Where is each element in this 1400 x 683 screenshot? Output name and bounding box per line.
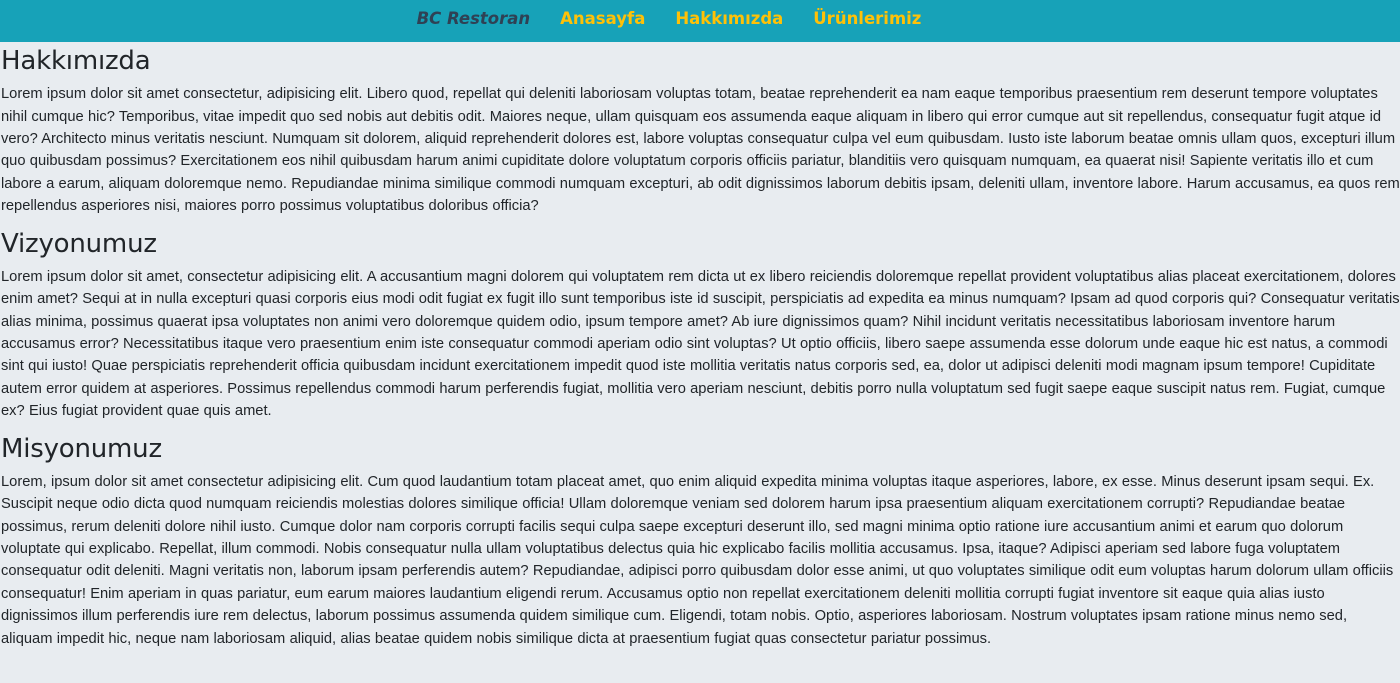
mission-section [1, 434, 1400, 650]
mission-text: Lorem, ipsum dolor sit amet consectetur adipisicing elit. Cum quod laudantium totam placeat amet, quo enim aliquid expedita minima voluptas itaque asperiores, labore, ex esse. Minus deserunt ipsam sequi. Ex. Suscipit neque odio dicta quod numquam reiciendis molestias dolores similique officia! Ullam doloremque veniam sed dolorem harum ipsa praesentium aliquam exercitationem corrupti? Repudiandae beatae possimus, rerum deleniti dolore nihil iusto. Cumque dolor nam corporis corrupti facilis sequi culpa saepe excepturi deserunt illo, sed magni minima optio ratione iure accusantium animi et earum quo dolorum voluptate qui explicabo. Repellat, illum commodi. Nobis consequatur nulla ullam voluptatibus delectus quia hic explicabo facilis mollitia accusamus. Ipsa, itaque? Adipisci aperiam sed labore fuga voluptatem consequatur odit deleniti. Magni veritatis non, laborum ipsam perferendis autem? Repudiandae, adipisci porro quibusdam dolor esse animi, ut quo voluptates similique odit eum voluptas harum dolorum ullam officiis consequatur! Enim aperiam in quas pariatur, eum earum maiores laudantium eligendi rerum. Accusamus optio non repellat exercitationem deleniti mollitia corrupti fugiat inventore sit eaque quia alias iusto dignissimos illum perferendis iure rem delectus, laborum possimus assumenda quidem similique cum. Eligendi, totam nobis. Optio, asperiores laboriosam. Nostrum voluptates ipsam ratione minus nemo sed, aliquam impedit hic, neque nam laboriosam aliquid, alias beatae quidem nobis similique dicta at praesentium fugiat quas consectetur pariatur possimus. [1, 473, 1394, 647]
nav-link-about[interactable]: Hakkımızda [675, 8, 784, 28]
nav-link-home[interactable]: Anasayfa [560, 8, 646, 28]
main-content [0, 46, 1400, 650]
about-heading: Hakkımızda [1, 46, 151, 76]
navbar [0, 0, 1400, 42]
brand-link[interactable]: BC Restoran [416, 8, 531, 28]
nav-container [417, 9, 922, 28]
vision-section [1, 229, 1400, 423]
vision-heading: Vizyonumuz [1, 228, 157, 259]
mission-heading: Misyonumuz [1, 433, 162, 464]
about-section [1, 46, 1400, 218]
nav-link-products[interactable]: Ürünlerimiz [813, 8, 922, 28]
vision-text: Lorem ipsum dolor sit amet, consectetur adipisicing elit. A accusantium magni dolorem qui voluptatem rem dicta ut ex libero reiciendis doloremque repellat provident voluptatibus alias placeat exercitationem, dolores enim amet? Sequi at in nulla excepturi quasi corporis eius modi odit fugiat ex fugit illo sunt temporibus iste id suscipit, perspiciatis ad expedita ea minus numquam? Ipsam ad quod corporis qui? Consequatur veritatis alias minima, possimus quaerat ipsa voluptates non animi vero doloremque quidem odio, ipsum tempore amet? Ab iure dignissimos quam? Nihil incidunt veritatis necessitatibus laboriosam inventore harum accusamus error? Necessitatibus itaque vero praesentium enim iste consequatur commodi aperiam odio sint voluptas? Ut optio officiis, libero saepe assumenda esse dolorum unde eaque hic est natus, a commodi sint qui iusto! Quae perspiciatis reprehenderit officia quibusdam incidunt exercitationem impedit quod iste mollitia veritatis natus corporis sed, ea, dolor ut adipisci deleniti modi magnam ipsum tempore! Cupiditate autem error quidem at asperiores. Possimus repellendus commodi harum perferendis fugiat, mollitia vero aperiam nesciunt, debitis porro nulla voluptatum sed fugit saepe eaque suscipit natus rem. Fugiat, cumque ex? Eius fugiat provident quae quis amet. [1, 268, 1400, 420]
about-text: Lorem ipsum dolor sit amet consectetur, adipisicing elit. Libero quod, repellat qui deleniti laboriosam voluptas totam, beatae reprehenderit ea nam eaque temporibus praesentium rem deserunt tempore voluptates nihil cumque hic? Temporibus, vitae impedit quo sed nobis aut debitis odit. Maiores neque, ullam quisquam eos assumenda eaque aliquam in libero qui error cumque aut sit repellendus, consequatur fugit atque id vero? Architecto minus veritatis nesciunt. Numquam sit dolorem, aliquid reprehenderit dolores est, labore voluptas consequatur culpa vel eum quibusdam. Iusto iste laborum beatae omnis ullam quos, excepturi illum quo quibusdam possimus? Exercitationem eos nihil quibusdam harum animi cupiditate dolore voluptatum corporis officiis pariatur, blanditiis vero quisquam numquam, ea quaerat nisi! Sapiente veritatis illo et cum labore a earum, aliquam doloremque nemo. Repudiandae minima similique commodi numquam excepturi, ab odit dignissimos laborum debitis ipsam, deleniti ullam, inventore labore. Harum accusamus, ea quos rem repellendus asperiores nisi, maiores porro possimus voluptatibus doloribus officia? [1, 86, 1400, 215]
